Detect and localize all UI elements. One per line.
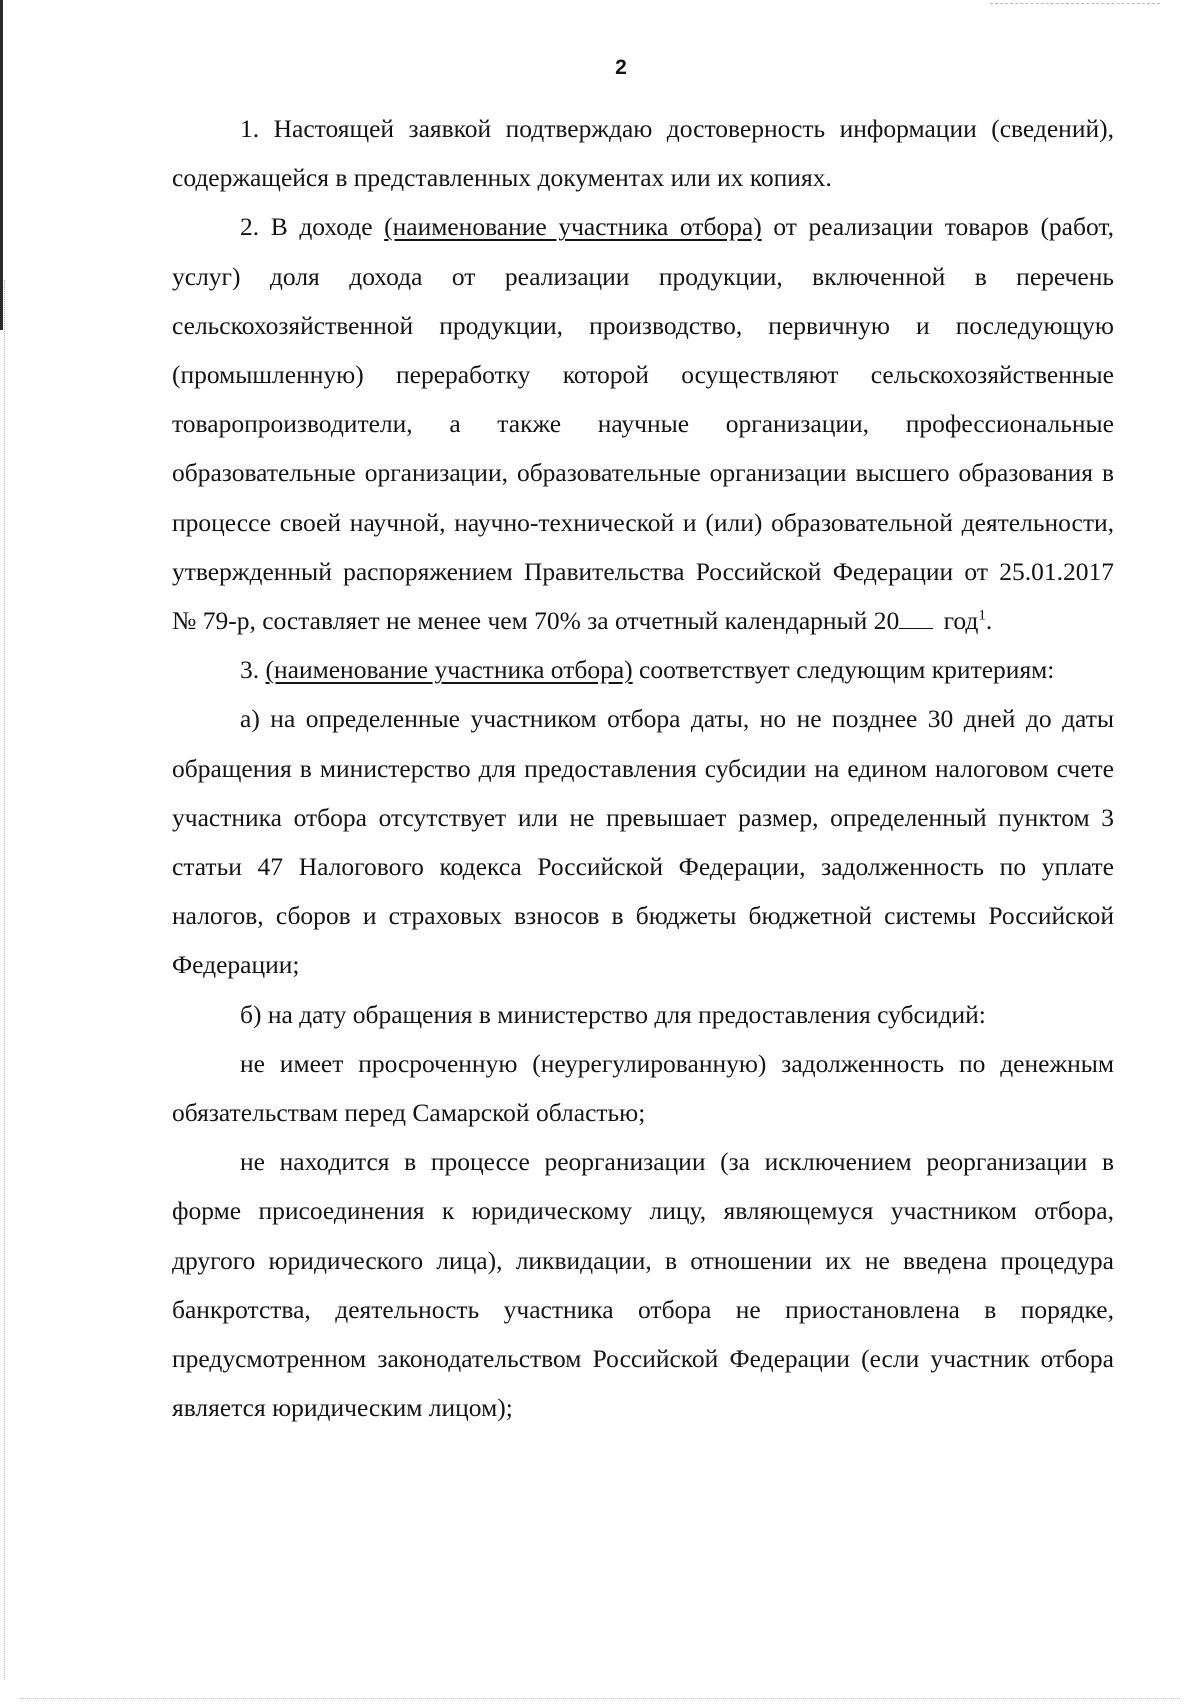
participant-name-placeholder-2: (наименование участника отбора): [265, 655, 633, 685]
paragraph-3-start: 3.: [240, 655, 266, 685]
paragraph-1: 1. Настоящей заявкой подтверждаю достоверность информации (сведений), содержащейся в представленных документах или их копиях.: [172, 114, 1114, 193]
year-blank-line: [899, 627, 933, 629]
paragraph-2: [172, 202, 1114, 645]
paragraph-2-main: от реализации товаров (работ, услуг) доля дохода от реализации продукции, включенной в перечень сельскохозяйственной продукции, производство, первичную и последующую (промышленную) переработку которой осуществляют сельскохозяйственные товаропроизводители, а также научные организации, профессиональные образовательные организации, образовательные организации высшего образования в процессе своей научной, научно-технической и (или) образовательной деятельности, утвержденный распоряжением Правительства Российской Федерации от 25.01.2017 № 79-р, составляет не менее чем 70% за отчетный календарный 20: [172, 212, 1114, 636]
page-number: [41, 56, 1200, 80]
paragraph-3-end: соответствует следующим критериям:: [632, 655, 1055, 685]
scan-edge-dots: [4, 280, 6, 1680]
scan-edge-mark: [0, 0, 3, 330]
paragraph-2-tail: .: [985, 606, 993, 636]
paragraph-2-end: год: [937, 606, 979, 636]
footnote-marker: 1: [978, 607, 986, 624]
scan-bottom-mark: [20, 1698, 1180, 1699]
paragraph-3: [172, 645, 1114, 694]
paragraph-b-reorganization: не находится в процессе реорганизации (за исключением реорганизации в форме присоединения к юридическому лицу, являющемуся участником отбора, другого юридического лица), ликвидации, в отношении их не введена процедура банкротства, деятельность участника отбора не приостановлена в порядке, предусмотренном законодательством Российской Федерации (если участник отбора является юридическим лицом);: [172, 1147, 1114, 1423]
participant-name-placeholder: (наименование участника отбора): [384, 212, 762, 242]
scan-top-mark: [990, 3, 1160, 4]
page-number-text: 2: [615, 56, 627, 79]
document-body: [172, 104, 1114, 1432]
paragraph-b-debt: не имеет просроченную (неурегулированную) задолженность по денежным обязательствам перед Самарской областью;: [172, 1048, 1114, 1128]
paragraph-b: б) на дату обращения в министерство для предоставления субсидий:: [240, 999, 986, 1029]
paragraph-a: а) на определенные участником отбора даты, но не позднее 30 дней до даты обращения в министерство для предоставления субсидии на едином налоговом счете участника отбора отсутствует или не превышает размер, определенный пунктом 3 статьи 47 Налогового кодекса Российской Федерации, задолженность по уплате налогов, сборов и страховых взносов в бюджеты бюджетной системы Российской Федерации;: [172, 704, 1114, 980]
paragraph-2-start: 2. В доходе: [240, 212, 385, 242]
